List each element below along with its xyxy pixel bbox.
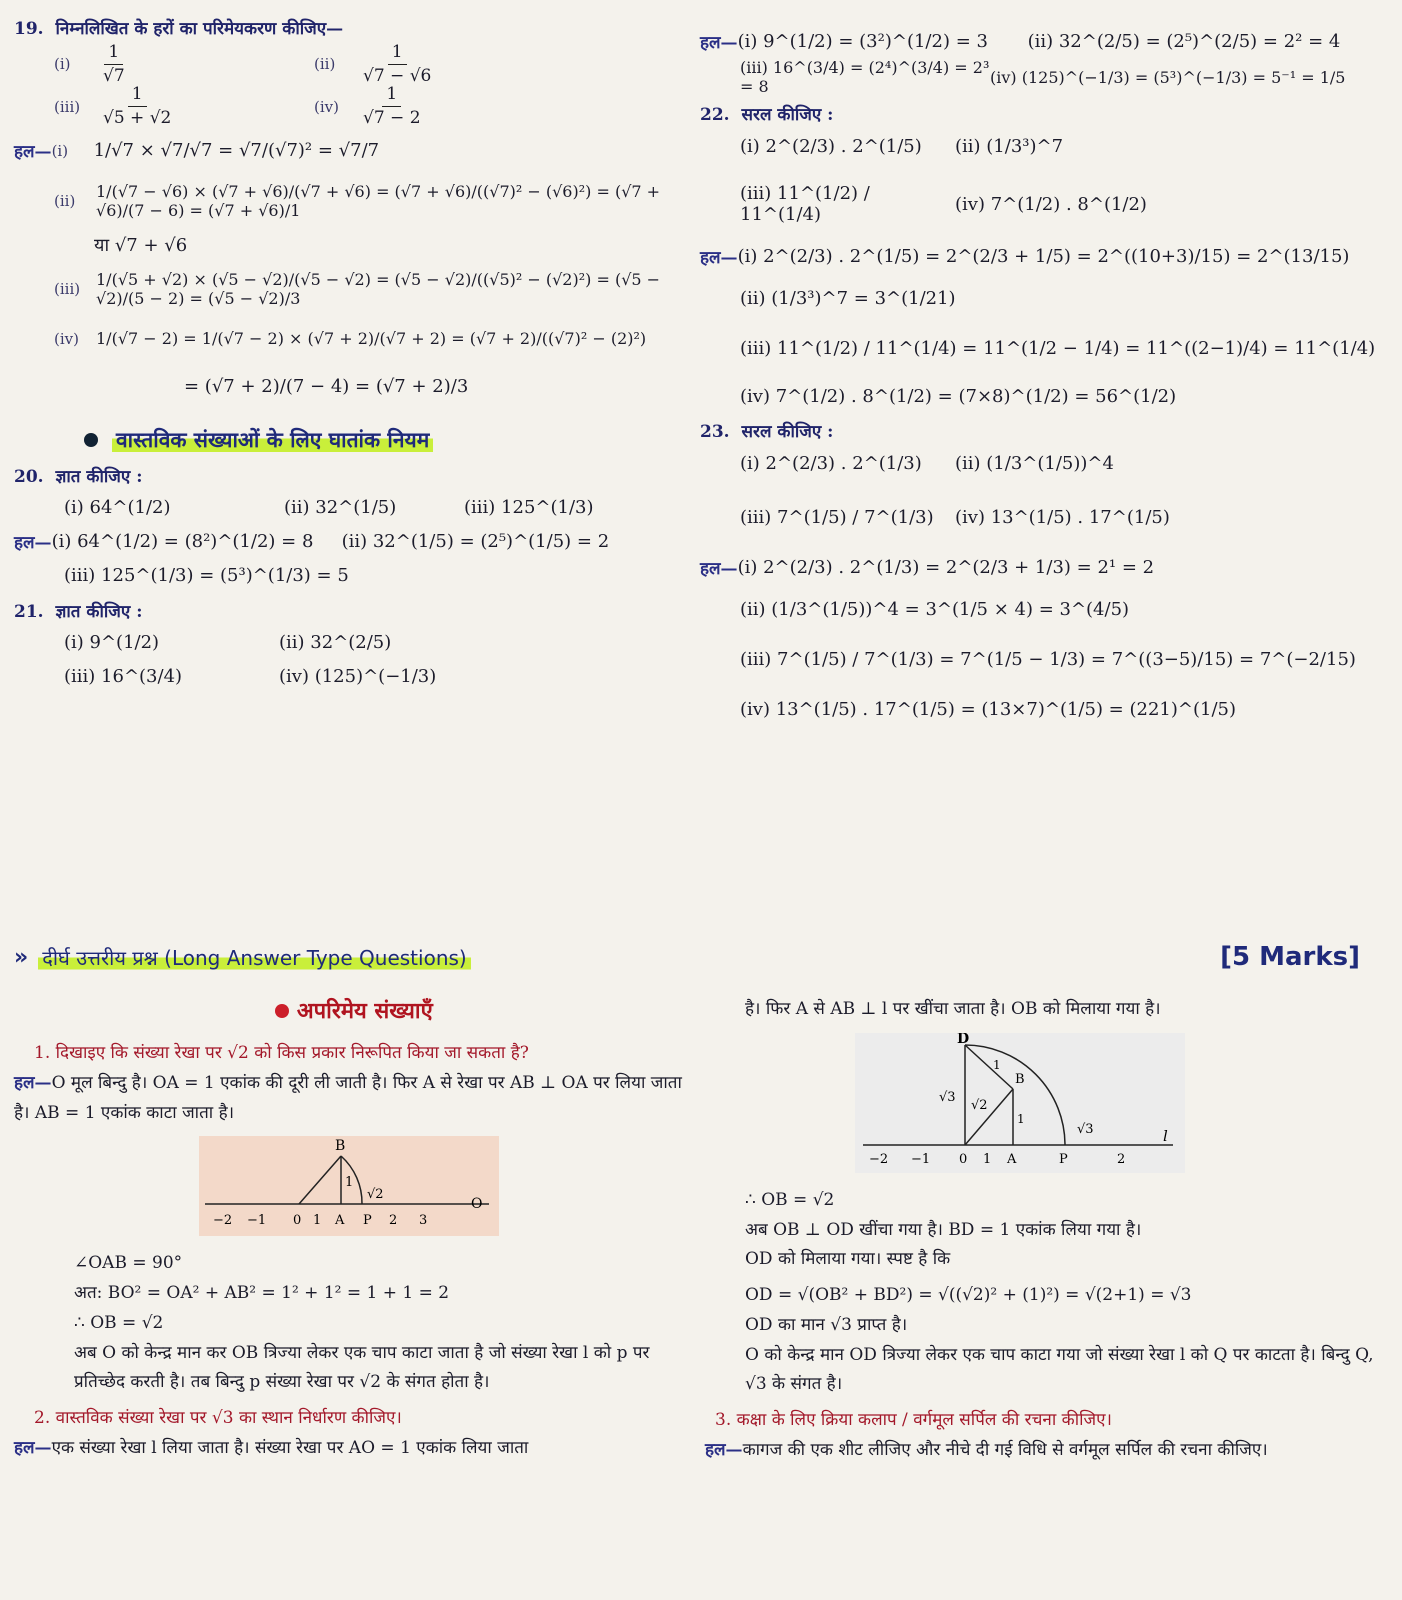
fraction: [359, 43, 435, 85]
part-expression: (iii) 11^(1/2) / 11^(1/4): [740, 183, 870, 225]
solution-expression: (i) 2^(2/3) . 2^(1/5) = 2^(2/3 + 1/5) = 2^((10+3)/15) = 2^(13/15): [737, 245, 1350, 267]
q23-parts-row-1: [740, 446, 1390, 480]
solution-expression: (iii) 7^(1/5) / 7^(1/3) = 7^(1/5 − 1/3) = 7^((3−5)/15) = 7^(−2/15): [740, 648, 1356, 670]
question-number: 19.: [14, 19, 44, 39]
q19-parts-row-1: [54, 43, 694, 85]
solution-expression: 1/(√7 − 2) = 1/(√7 − 2) × (√7 + 2)/(√7 + 2) = (√7 + 2)/((√7)² − (2)²): [96, 329, 647, 349]
tick-label: 0: [293, 1213, 302, 1229]
q19-parts-row-2: [54, 85, 694, 127]
solution-text: O को केन्द्र मान OD त्रिज्या लेकर एक चाप काटा गया जो संख्या रेखा l को Q पर काटता है। बिन्दु Q, √3 के संगत है।: [745, 1344, 1374, 1395]
solution-expression: (i) 64^(1/2) = (8²)^(1/2) = 8: [51, 531, 314, 553]
part-expression: (iv) (125)^(−1/3): [279, 666, 437, 688]
question-title: सरल कीजिए :: [741, 105, 834, 125]
label-B: B: [1015, 1071, 1025, 1087]
therefore-statement: ∴ OB = √2: [74, 1312, 164, 1333]
solution-expression: (ii) (1/3^(1/5))^4 = 3^(1/5 × 4) = 3^(4/5): [740, 598, 1130, 620]
part-label: (i): [54, 55, 71, 74]
solution-expression: (ii) (1/3³)^7 = 3^(1/21): [740, 287, 956, 309]
q21-solution-row-2: [740, 58, 1390, 96]
q23-solution-iii: [740, 642, 1390, 676]
solution-expression: (i) 2^(2/3) . 2^(1/3) = 2^(2/3 + 1/3) = 2¹ = 2: [737, 556, 1155, 578]
tick-label: 3: [419, 1213, 428, 1229]
solution-expression: (iv) (125)^(−1/3) = (5³)^(−1/3) = 5⁻¹ = 1/5: [990, 67, 1346, 87]
right-column: [700, 10, 1390, 726]
label-B: B: [335, 1138, 346, 1155]
q22-solution-ii: [740, 281, 1390, 315]
part-label: (iii): [54, 279, 81, 298]
section-title: वास्तविक संख्याओं के लिए घातांक नियम: [112, 426, 433, 454]
solution-label: हल—: [700, 32, 738, 53]
label-P: P: [1059, 1151, 1068, 1167]
part-label: (iv): [54, 329, 79, 348]
tick-label: −2: [869, 1151, 889, 1167]
part-expression: (i) 2^(2/3) . 2^(1/3): [740, 452, 922, 474]
angle-statement: ∠OAB = 90°: [74, 1253, 183, 1274]
tick-label: −1: [911, 1151, 931, 1167]
solution-expression: 1/(√7 − √6) × (√7 + √6)/(√7 + √6) = (√7 + √6)/((√7)² − (√6)²) = (√7 + √6)/(7 − 6) = (√7 + √6)/1: [96, 181, 661, 220]
solution-expression: (iv) 13^(1/5) . 17^(1/5) = (13×7)^(1/5) = (221)^(1/5): [740, 698, 1236, 720]
question-number: 2.: [34, 1408, 51, 1428]
solution-label: हल—: [14, 533, 52, 554]
left-column: [14, 10, 694, 694]
label-D: D: [957, 1032, 970, 1047]
solution-label: हल—: [700, 247, 738, 268]
q19-solution-ii: [54, 182, 694, 220]
q19-solution-iii: [54, 270, 694, 308]
fraction: [359, 85, 425, 127]
q23-parts-row-2: [740, 500, 1390, 534]
denominator: √7 − 2: [363, 108, 421, 129]
q23-solution-ii: [740, 592, 1390, 626]
tick-label: 2: [389, 1213, 398, 1229]
question-number: 22.: [700, 105, 730, 125]
long-question-1: [34, 1039, 694, 1069]
part-expression: (i) 9^(1/2): [64, 632, 160, 654]
solution-text: एक संख्या रेखा l लिया जाता है। संख्या रेखा पर AO = 1 एकांक लिया जाता: [51, 1437, 529, 1458]
bottom-right-column: [705, 995, 1385, 1466]
solution-expression: (iii) 16^(3/4) = (2⁴)^(3/4) = 2³ = 8: [740, 58, 990, 96]
part-expression: (iii) 16^(3/4): [64, 666, 183, 688]
question-20: [14, 464, 694, 487]
solution-expression: (iv) 7^(1/2) . 8^(1/2) = (7×8)^(1/2) = 56^(1/2): [740, 385, 1177, 407]
part-label: (ii): [54, 191, 76, 210]
numerator: 1: [382, 85, 401, 107]
solution-expression: (i) 9^(1/2) = (3²)^(1/2) = 3: [737, 30, 988, 52]
part-expression: (i) 64^(1/2): [64, 497, 171, 519]
tick-label: −2: [213, 1213, 233, 1229]
label-length-1: 1: [1017, 1111, 1025, 1126]
q21-parts-row-1: [64, 626, 694, 660]
long-question-2: [34, 1404, 694, 1434]
q20-solution-row-1: [14, 525, 694, 559]
solution-text: O मूल बिन्दु है। OA = 1 एकांक की दूरी ली जाती है। फिर A से रेखा पर AB ⊥ OA पर लिया जाता है। AB = 1 एकांक काटा जाता है।: [14, 1072, 682, 1123]
part-expression: (i) 2^(2/3) . 2^(1/5): [740, 135, 922, 157]
solution-expression: (iii) 125^(1/3) = (5³)^(1/3) = 5: [64, 565, 349, 587]
question-19: [14, 16, 694, 39]
label-length-1: 1: [993, 1057, 1001, 1072]
question-title: निम्नलिखित के हरों का परिमेयकरण कीजिए—: [55, 19, 344, 39]
q22-solution-i: [700, 239, 1390, 273]
part-label: (iii): [54, 97, 81, 116]
q22-parts-row-1: [740, 129, 1390, 163]
label-A: A: [1007, 1151, 1017, 1167]
bullet-icon: [84, 433, 98, 447]
label-line-l: l: [1163, 1126, 1168, 1145]
question-number: 21.: [14, 601, 44, 622]
label-A: A: [335, 1213, 345, 1229]
label-root2: √2: [971, 1097, 988, 1113]
long-question-3: [715, 1406, 1385, 1436]
label-root3: √3: [939, 1089, 956, 1105]
label-length-1: 1: [345, 1175, 354, 1191]
q19-solution-ya: [94, 228, 694, 262]
part-label: (i): [51, 141, 69, 160]
question-title: ज्ञात कीजिए :: [55, 601, 143, 622]
q20-solution-row-2: [64, 559, 694, 593]
part-expression: (iv) 13^(1/5) . 17^(1/5): [955, 506, 1170, 528]
lq2-solution-start: [14, 1434, 694, 1464]
part-label: (iv): [314, 97, 339, 116]
double-chevron-icon: »: [14, 944, 29, 970]
numerator: 1: [388, 43, 407, 65]
fraction: [99, 85, 175, 127]
solution-text: है। फिर A से AB ⊥ l पर खींचा जाता है। OB को मिलाया गया है।: [745, 999, 1161, 1019]
label-root2: √2: [367, 1187, 384, 1203]
part-expression: (ii) (1/3³)^7: [955, 135, 1064, 157]
solution-text: अब O को केन्द्र मान कर OB त्रिज्या लेकर एक चाप काटा जाता है जो संख्या रेखा l को p पर प्रतिच्छेद करती है। तब बिन्दु p संख्या रेखा पर √2 के संगत होता है।: [74, 1342, 650, 1393]
solution-label: हल—: [700, 558, 738, 579]
long-answer-heading: [14, 942, 1384, 972]
question-title: वास्तविक संख्या रेखा पर √3 का स्थान निर्धारण कीजिए।: [55, 1408, 402, 1428]
figure-background: [855, 1033, 1185, 1173]
q23-solution-i: [700, 550, 1390, 584]
denominator: √5 + √2: [103, 108, 172, 129]
pythagoras-statement: अत: BO² = OA² + AB² = 1² + 1² = 1 + 1 = 2: [74, 1283, 450, 1303]
denominator: √7 − √6: [363, 65, 432, 86]
marks-badge: [5 Marks]: [1220, 942, 1360, 972]
lq3-solution: [705, 1436, 1385, 1466]
solution-expression: या √7 + √6: [94, 234, 188, 256]
q23-solution-iv: [740, 692, 1390, 726]
tick-label: 0: [959, 1151, 968, 1167]
solution-label: हल—: [14, 142, 52, 163]
part-label: (ii): [314, 55, 336, 74]
question-number: 23.: [700, 422, 730, 442]
long-answer-title: दीर्घ उत्तरीय प्रश्न (Long Answer Type Questions): [38, 944, 471, 971]
bullet-icon: [275, 1004, 289, 1018]
question-number: 3.: [715, 1410, 732, 1430]
numerator: 1: [128, 85, 147, 107]
tick-label: 2: [1117, 1151, 1126, 1167]
solution-expression: (iii) 11^(1/2) / 11^(1/4) = 11^(1/2 − 1/4) = 11^((2−1)/4) = 11^(1/4): [740, 337, 1376, 359]
lq1-solution-paragraph: [14, 1069, 694, 1129]
part-expression: (iv) 7^(1/2) . 8^(1/2): [955, 193, 1147, 215]
q21-solution-row-1: [700, 24, 1390, 58]
solution-text: OD का मान √3 प्राप्त है।: [745, 1314, 908, 1335]
question-number: 1.: [34, 1043, 51, 1063]
sqrt3-number-line-figure: [855, 1033, 1185, 1173]
question-title: ज्ञात कीजिए :: [55, 466, 143, 487]
question-number: 20.: [14, 466, 44, 487]
solution-expression: 1/(√5 + √2) × (√5 − √2)/(√5 − √2) = (√5 − √2)/((√5)² − (√2)²) = (√5 − √2)/(5 − 2) = (√5 − √2)/3: [96, 269, 661, 308]
solution-label: हल—: [705, 1439, 743, 1460]
therefore-statement: ∴ OB = √2: [745, 1189, 835, 1210]
q20-parts: [64, 491, 694, 525]
solution-text: OD को मिलाया गया। स्पष्ट है कि: [745, 1249, 951, 1270]
solution-text: अब OB ⊥ OD खींचा गया है। BD = 1 एकांक लिया गया है।: [745, 1219, 1142, 1240]
tick-label: −1: [247, 1213, 267, 1229]
label-O-end: O: [471, 1196, 483, 1213]
bottom-left-column: [14, 995, 694, 1464]
tick-label: 1: [313, 1213, 322, 1229]
sqrt2-number-line-figure: [199, 1136, 499, 1236]
q19-solution-iv: [54, 322, 694, 356]
part-expression: (iii) 125^(1/3): [464, 497, 594, 519]
label-root3: √3: [1077, 1121, 1094, 1137]
label-P: P: [363, 1213, 372, 1229]
section-title: अपरिमेय संख्याएँ: [296, 999, 433, 1024]
solution-expression: 1/√7 × √7/√7 = √7/(√7)² = √7/7: [93, 140, 380, 162]
part-expression: (iii) 7^(1/5) / 7^(1/3): [740, 506, 934, 528]
solution-label: हल—: [14, 1072, 52, 1093]
part-expression: (ii) 32^(2/5): [279, 632, 392, 654]
section-heading-irrational: [14, 995, 694, 1025]
question-22: [700, 102, 1390, 125]
q19-solution-i: [14, 134, 694, 168]
q19-solution-iv-cont: [184, 370, 694, 404]
q21-parts-row-2: [64, 660, 694, 694]
solution-label: हल—: [14, 1437, 52, 1458]
fraction: [99, 43, 129, 85]
solution-expression: (ii) 32^(2/5) = (2⁵)^(2/5) = 2² = 4: [1027, 30, 1341, 52]
question-title: सरल कीजिए :: [741, 422, 834, 442]
solution-text: कागज की एक शीट लीजिए और नीचे दी गई विधि से वर्गमूल सर्पिल की रचना कीजिए।: [742, 1439, 1268, 1460]
part-expression: (ii) (1/3^(1/5))^4: [955, 452, 1114, 474]
q22-solution-iv: [740, 379, 1390, 413]
tick-label: 1: [983, 1151, 992, 1167]
q22-parts-row-2: [740, 183, 1390, 225]
part-expression: (ii) 32^(1/5): [284, 497, 397, 519]
question-21: [14, 599, 694, 622]
od-formula: OD = √(OB² + BD²) = √((√2)² + (1)²) = √(2+1) = √3: [745, 1285, 1192, 1305]
solution-expression: (ii) 32^(1/5) = (2⁵)^(1/5) = 2: [341, 531, 610, 553]
question-title: दिखाइए कि संख्या रेखा पर √2 को किस प्रकार निरूपित किया जा सकता है?: [55, 1043, 529, 1063]
section-heading-exponents: [84, 426, 694, 454]
solution-expression: = (√7 + 2)/(7 − 4) = (√7 + 2)/3: [184, 376, 469, 398]
numerator: 1: [104, 43, 123, 65]
question-title: कक्षा के लिए क्रिया कलाप / वर्गमूल सर्पिल की रचना कीजिए।: [736, 1410, 1112, 1430]
q22-solution-iii: [740, 331, 1390, 365]
denominator: √7: [103, 65, 125, 86]
question-23: [700, 419, 1390, 442]
